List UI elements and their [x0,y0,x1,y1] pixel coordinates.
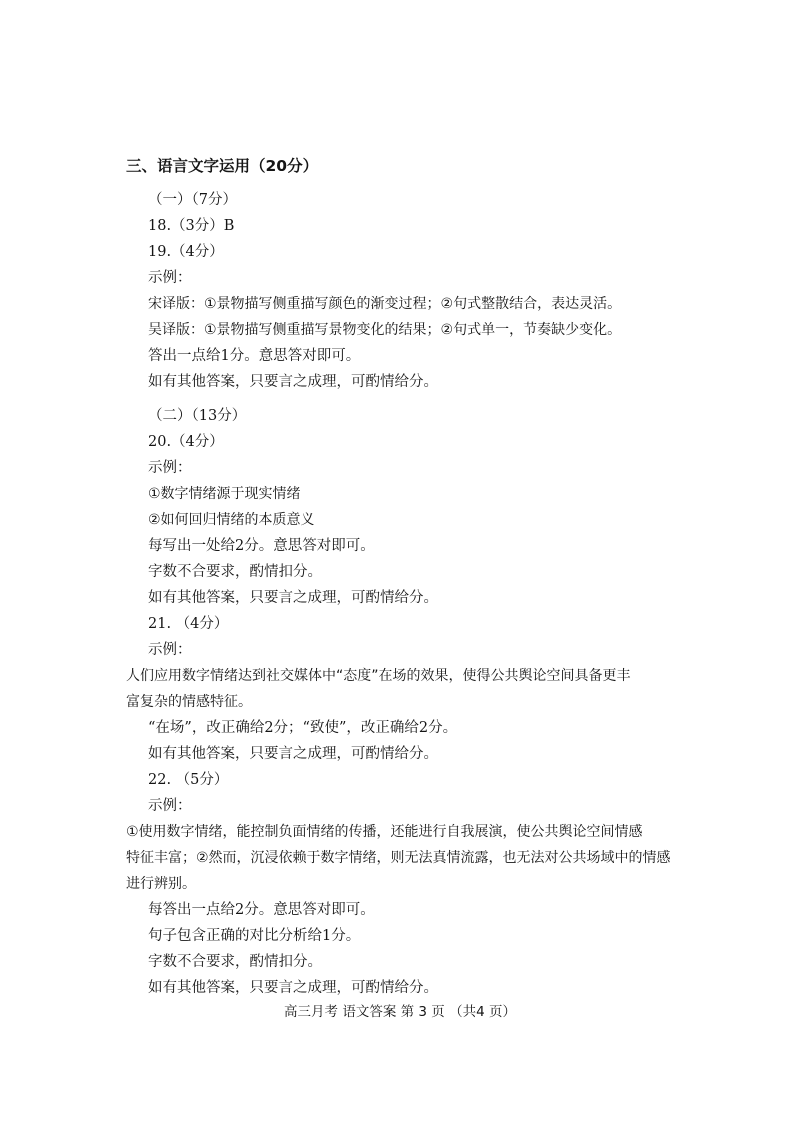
q21-answer-line-2: 富复杂的情感特征。 [126,694,252,710]
part2-heading: （二）（13分） [148,408,247,424]
q19-wu-answer: 吴译版：①景物描写侧重描写景物变化的结果；②句式单一，节奏缺少变化。 [148,322,622,338]
q22-answer-line-1: ①使用数字情绪，能控制负面情绪的传播，还能进行自我展演，使公共舆论空间情感 [126,824,643,840]
q19-song-answer: 宋译版：①景物描写侧重描写颜色的渐变过程；②句式整散结合，表达灵活。 [148,296,622,312]
page-footer: 高三月考 语文答案 第 3 页 （共4 页） [284,1004,516,1020]
q21-other-note: 如有其他答案，只要言之成理，可酌情给分。 [148,746,438,762]
q22-example-label: 示例： [148,798,192,814]
q20-heading: 20.（4分） [148,434,224,450]
q21-example-label: 示例： [148,642,192,658]
q21-answer-line-1: 人们应用数字情绪达到社交媒体中“态度”在场的效果，使得公共舆论空间具备更丰 [126,668,631,684]
q22-answer-line-2: 特征丰富；②然而，沉浸依赖于数字情绪，则无法真情流露，也无法对公共场域中的情感 [126,850,671,866]
q19-scoring-note: 答出一点给1分。意思答对即可。 [148,348,361,364]
section-title: 三、语言文字运用（20分） [126,157,319,175]
q22-scoring-note: 每答出一点给2分。意思答对即可。 [148,902,375,918]
part1-heading: （一）（7分） [148,192,237,208]
q20-answer-2: ②如何回归情绪的本质意义 [148,512,315,528]
q20-word-count-note: 字数不合要求，酌情扣分。 [148,564,322,580]
q20-scoring-note: 每写出一处给2分。意思答对即可。 [148,538,375,554]
q22-contrast-note: 句子包含正确的对比分析给1分。 [148,928,361,944]
q20-other-note: 如有其他答案，只要言之成理，可酌情给分。 [148,590,438,606]
q22-heading: 22. （5分） [148,772,229,788]
q22-word-count-note: 字数不合要求，酌情扣分。 [148,954,322,970]
q21-heading: 21. （4分） [148,616,229,632]
q19-other-note: 如有其他答案，只要言之成理，可酌情给分。 [148,374,438,390]
q20-answer-1: ①数字情绪源于现实情绪 [148,486,301,502]
q20-example-label: 示例： [148,460,192,476]
q19-heading: 19.（4分） [148,244,224,260]
q21-scoring-note: “在场”，改正确给2分；“致使”，改正确给2分。 [148,720,458,736]
q19-example-label: 示例： [148,270,192,286]
q22-other-note: 如有其他答案，只要言之成理，可酌情给分。 [148,980,438,996]
q22-answer-line-3: 进行辨别。 [126,876,196,892]
q18-answer: 18.（3分）B [148,218,235,234]
